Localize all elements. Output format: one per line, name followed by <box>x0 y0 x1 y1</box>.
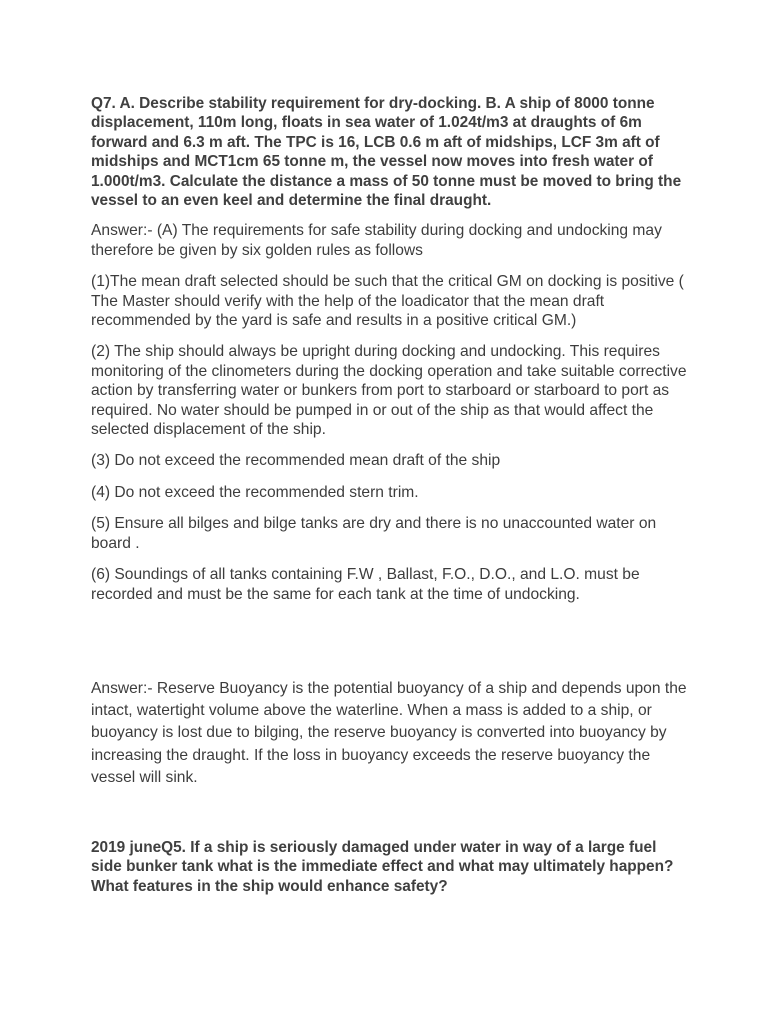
rule-5: (5) Ensure all bilges and bilge tanks are dry and there is no unaccounted water on board . <box>91 515 657 552</box>
rule-1: (1)The mean draft selected should be such that the critical GM on docking is positive ( The Master should verify with the help of the loadicator that the mean draft recommended by the yard is safe and results in a positive critical GM.) <box>91 273 684 330</box>
rule-3: (3) Do not exceed the recommended mean draft of the ship <box>91 452 501 469</box>
rule-2: (2) The ship should always be upright during docking and undocking. This requires monitoring of the clinometers during the docking operation and take suitable corrective action by transferring water or bunkers from port to starboard or starboard to port as required. No water should be pumped in or out of the ship as that would affect the selected displacement of the ship. <box>91 343 687 439</box>
q7-answer-intro: Answer:- (A) The requirements for safe stability during docking and undocking may therefore be given by six golden rules as follows <box>91 222 662 259</box>
rule-6: (6) Soundings of all tanks containing F.W , Ballast, F.O., D.O., and L.O. must be recorded and must be the same for each tank at the time of undocking. <box>91 566 640 603</box>
rule-4: (4) Do not exceed the recommended stern trim. <box>91 484 419 501</box>
q5-2019-heading: 2019 juneQ5. If a ship is seriously damaged under water in way of a large fuel side bunker tank what is the immediate effect and what may ultimately happen? What features in the ship would enhance safety? <box>91 839 674 895</box>
q7-heading: Q7. A. Describe stability requirement for dry-docking. B. A ship of 8000 tonne displacement, 110m long, floats in sea water of 1.024t/m3 at draughts of 6m forward and 6.3 m aft. The TPC is 16, LCB 0.6 m aft of midships, LCF 3m aft of midships and MCT1cm 65 tonne m, the vessel now moves into fresh water of 1.000t/m3. Calculate the distance a mass of 50 tonne must be moved to bring the vessel to an even keel and determine the final draught. <box>91 95 682 210</box>
reserve-buoyancy-answer: Answer:- Reserve Buoyancy is the potential buoyancy of a ship and depends upon the intact, watertight volume above the waterline. When a mass is added to a ship, or buoyancy is lost due to bilging, the reserve buoyancy is converted into buoyancy by increasing the draught. If the loss in buoyancy exceeds the reserve buoyancy the vessel will sink. <box>91 680 687 786</box>
